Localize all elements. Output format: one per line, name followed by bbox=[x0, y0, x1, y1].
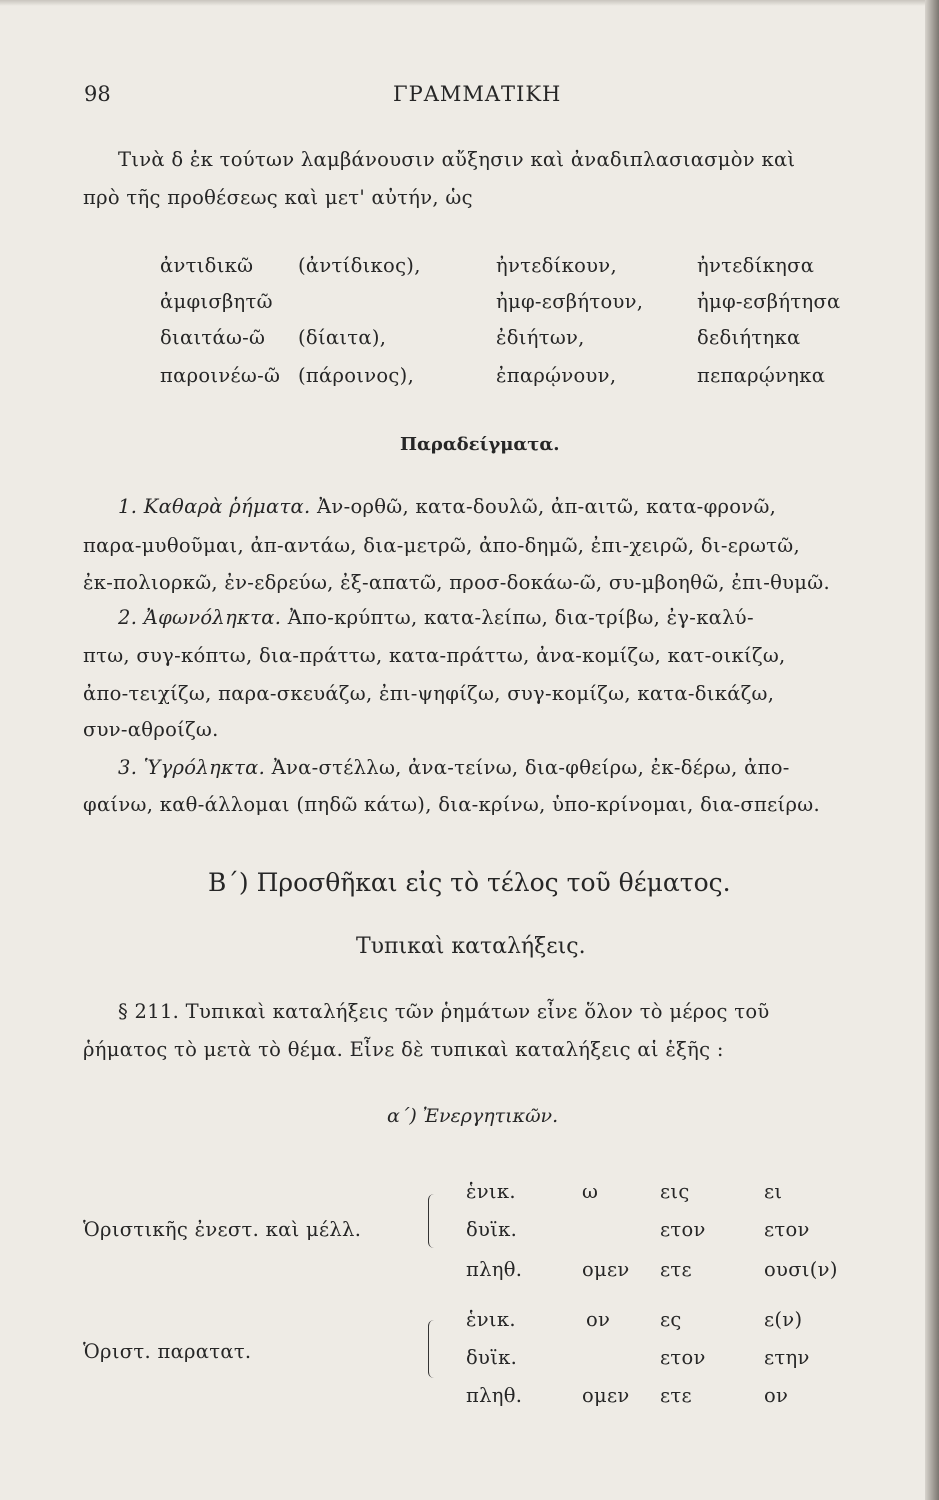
ending-second-person: ετον bbox=[660, 1346, 706, 1369]
ending-third-person: ετον bbox=[764, 1218, 810, 1241]
verb-imperfect: ἠμφ-εσβήτουν, bbox=[496, 290, 644, 313]
subsection-title: Τυπικαὶ καταλήξεις. bbox=[356, 934, 586, 959]
ending-third-person: ε(ν) bbox=[764, 1308, 803, 1331]
example-2-line-3: ἀπο-τειχίζω, παρα-σκευάζω, ἐπι-ψηφίζω, συγ-κομίζω, κατα-δικάζω, bbox=[83, 682, 775, 705]
verb-aorist: πεπαρῴνηκα bbox=[697, 364, 826, 387]
example-1-label: 1. Καθαρὰ ῥήματα. bbox=[118, 495, 311, 518]
number-label: πληθ. bbox=[466, 1384, 523, 1407]
example-1-line-1 bbox=[118, 495, 776, 518]
example-2-line-4: συν-αθροίζω. bbox=[83, 718, 219, 741]
number-label: δυϊκ. bbox=[466, 1346, 518, 1369]
paragraph-line-1: § 211. Τυπικαὶ καταλήξεις τῶν ῥημάτων εἶνε ὅλον τὸ μέρος τοῦ bbox=[118, 1000, 770, 1023]
ending-second-person: ες bbox=[660, 1308, 682, 1331]
brace-icon bbox=[428, 1320, 435, 1378]
page-top-shadow bbox=[0, 0, 939, 6]
ending-second-person: εις bbox=[660, 1180, 690, 1203]
example-2-label: 2. Ἀφωνόληκτα. bbox=[118, 606, 282, 629]
page-binding-edge bbox=[925, 0, 939, 1500]
ending-second-person: ετε bbox=[660, 1384, 692, 1407]
verb-aorist: ἠμφ-εσβήτησα bbox=[697, 290, 841, 313]
number-label: πληθ. bbox=[466, 1258, 523, 1281]
example-1-line-3: ἐκ-πολιορκῶ, ἐν-εδρεύω, ἐξ-απατῶ, προσ-δοκάω-ῶ, συ-μβοηθῶ, ἐπι-θυμῶ. bbox=[83, 571, 830, 594]
verb-aorist: ἠντεδίκησα bbox=[697, 254, 815, 277]
verb-imperfect: ἐδιήτων, bbox=[496, 326, 585, 349]
running-title: ΓΡΑΜΜΑΤΙΚΗ bbox=[393, 82, 562, 106]
verb-source: (δίαιτα), bbox=[298, 326, 387, 349]
endings-label: Ὁριστικῆς ἐνεστ. καὶ μέλλ. bbox=[83, 1218, 362, 1241]
example-1-text: Ἀν-ορθῶ, κατα-δουλῶ, ἀπ-αιτῶ, κατα-φρονῶ, bbox=[317, 495, 777, 518]
example-3-line-1 bbox=[118, 756, 790, 779]
endings-label: Ὁριστ. παρατατ. bbox=[83, 1340, 252, 1363]
intro-line-1: Τινὰ δ ἐκ τούτων λαμβάνουσιν αὔξησιν καὶ ἀναδιπλασιασμὸν καὶ bbox=[118, 148, 796, 171]
verb-present: παροινέω-ῶ bbox=[160, 364, 281, 387]
example-3-label: 3. Ὑγρόληκτα. bbox=[118, 756, 266, 779]
verb-source: (ἀντίδικος), bbox=[298, 254, 421, 277]
ending-first-person: ομεν bbox=[582, 1384, 630, 1407]
verb-present: ἀμφισβητῶ bbox=[160, 290, 273, 313]
ending-third-person: ετην bbox=[764, 1346, 810, 1369]
paragraph-line-2: ῥήματος τὸ μετὰ τὸ θέμα. Εἶνε δὲ τυπικαὶ καταλήξεις αἱ ἑξῆς : bbox=[83, 1038, 724, 1061]
verb-aorist: δεδιήτηκα bbox=[697, 326, 801, 349]
voice-heading: α΄) Ἐνεργητικῶν. bbox=[387, 1105, 559, 1127]
ending-second-person: ετον bbox=[660, 1218, 706, 1241]
ending-first-person: ω bbox=[582, 1180, 599, 1203]
ending-third-person: ει bbox=[764, 1180, 783, 1203]
example-2-line-1 bbox=[118, 606, 754, 629]
verb-source: (πάροινος), bbox=[298, 364, 415, 387]
ending-third-person: ουσι(ν) bbox=[764, 1258, 838, 1281]
example-1-line-2: παρα-μυθοῦμαι, ἀπ-αντάω, δια-μετρῶ, ἀπο-δημῶ, ἐπι-χειρῶ, δι-ερωτῶ, bbox=[83, 534, 800, 557]
brace-icon bbox=[428, 1194, 435, 1248]
example-2-line-2: πτω, συγ-κόπτω, δια-πράττω, κατα-πράττω, ἀνα-κομίζω, κατ-οικίζω, bbox=[83, 644, 786, 667]
ending-first-person: ον bbox=[586, 1308, 611, 1331]
verb-imperfect: ἠντεδίκουν, bbox=[496, 254, 617, 277]
ending-second-person: ετε bbox=[660, 1258, 692, 1281]
section-title: Β΄) Προσθῆκαι εἰς τὸ τέλος τοῦ θέματος. bbox=[208, 868, 731, 897]
examples-heading: Παραδείγματα. bbox=[400, 434, 560, 455]
number-label: ἑνικ. bbox=[466, 1180, 516, 1203]
ending-first-person: ομεν bbox=[582, 1258, 630, 1281]
example-3-line-2: φαίνω, καθ-άλλομαι (πηδῶ κάτω), δια-κρίνω, ὑπο-κρίνομαι, δια-σπείρω. bbox=[83, 793, 820, 816]
example-3-text: Ἀνα-στέλλω, ἀνα-τείνω, δια-φθείρω, ἐκ-δέρω, ἀπο- bbox=[271, 756, 790, 779]
verb-present: ἀντιδικῶ bbox=[160, 254, 254, 277]
verb-imperfect: ἐπαρῴνουν, bbox=[496, 364, 617, 387]
page-number: 98 bbox=[84, 82, 111, 106]
ending-third-person: ον bbox=[764, 1384, 789, 1407]
number-label: ἑνικ. bbox=[466, 1308, 516, 1331]
verb-present: διαιτάω-ῶ bbox=[160, 326, 266, 349]
example-2-text: Ἀπο-κρύπτω, κατα-λείπω, δια-τρίβω, ἐγ-καλύ- bbox=[287, 606, 754, 629]
number-label: δυϊκ. bbox=[466, 1218, 518, 1241]
intro-line-2: πρὸ τῆς προθέσεως καὶ μετ' αὐτήν, ὡς bbox=[83, 186, 473, 209]
